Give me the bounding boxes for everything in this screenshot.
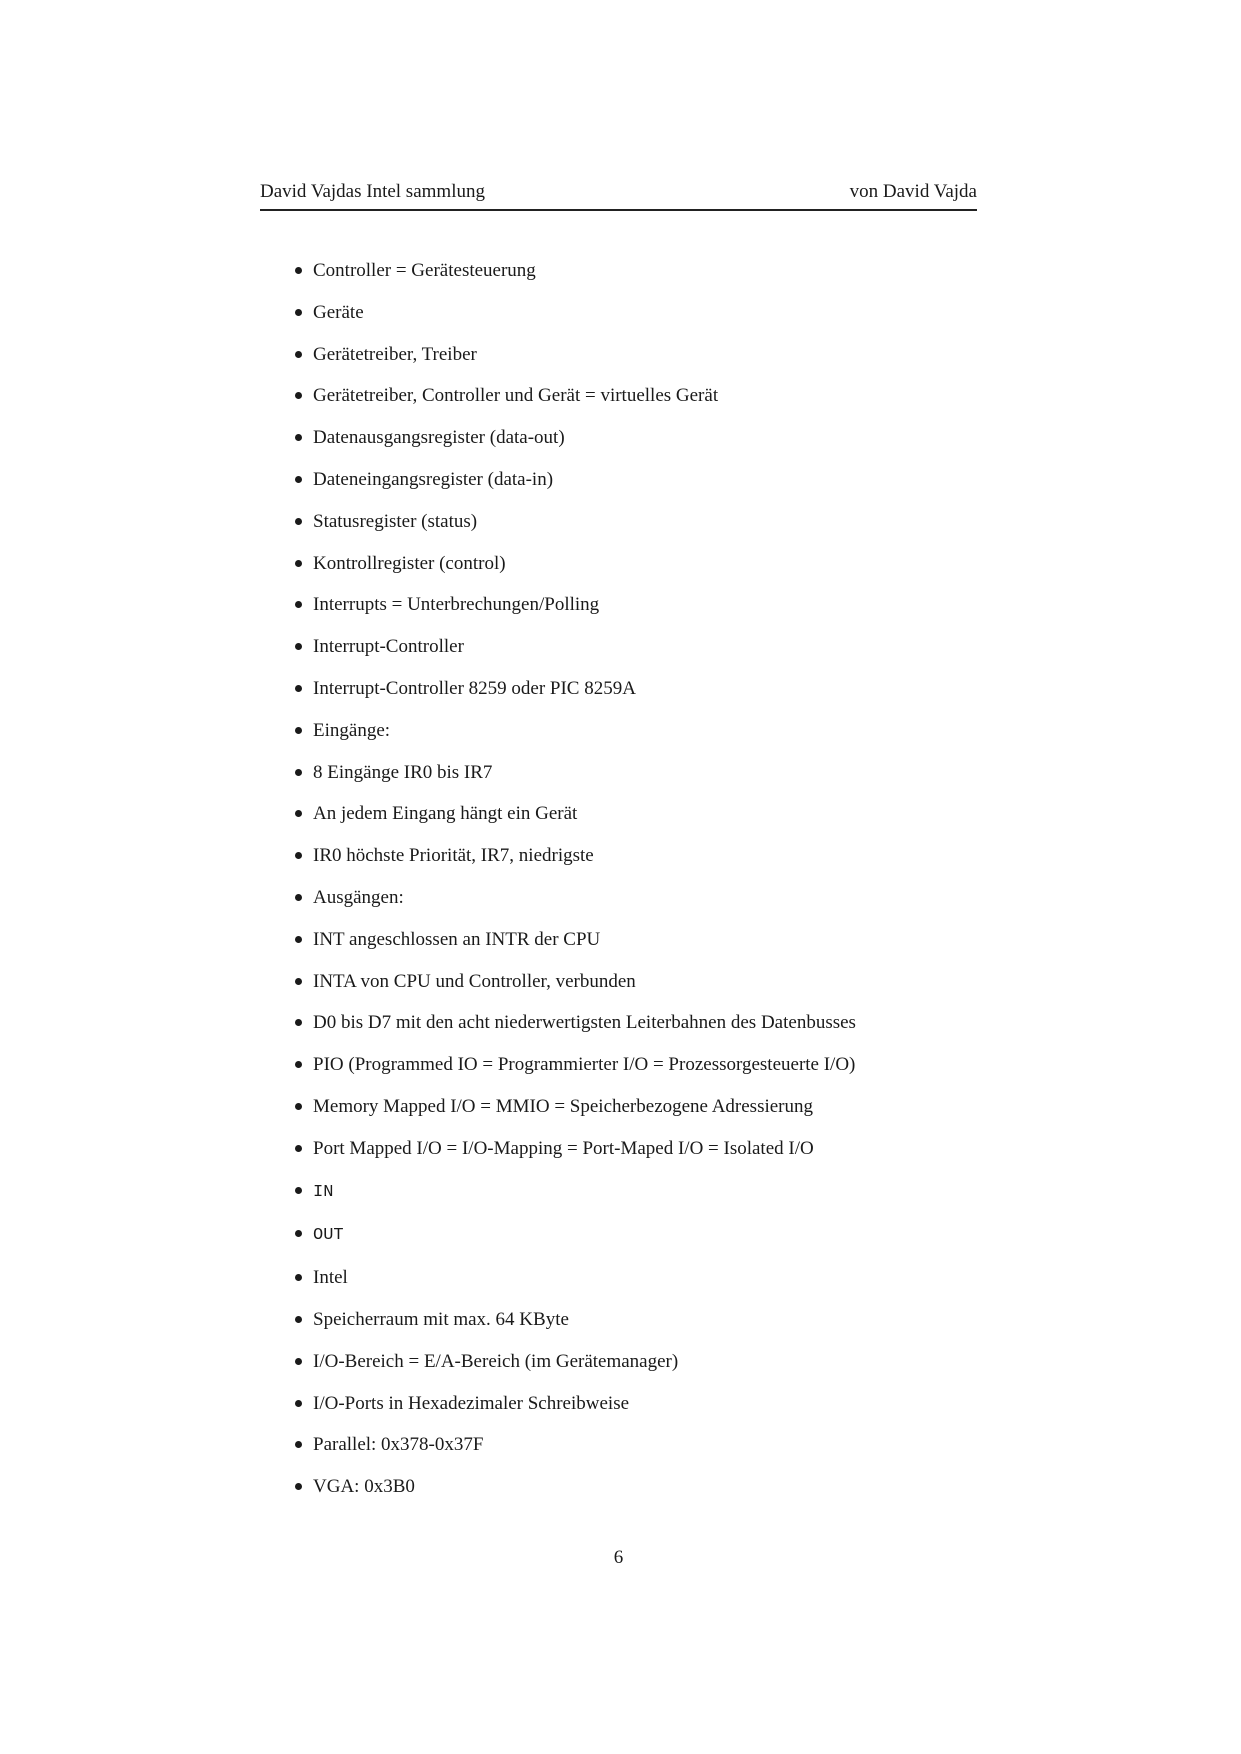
bullet-icon (295, 936, 302, 943)
bullet-icon (295, 727, 302, 734)
page-number: 6 (613, 1547, 624, 1568)
list-item (295, 760, 985, 785)
list-item-text: Dateneingangsregister (data-in) (313, 468, 554, 490)
bullet-icon (295, 309, 302, 316)
bullet-icon (295, 852, 302, 859)
list-item (295, 1265, 985, 1290)
list-item (295, 551, 985, 576)
list-item (295, 300, 985, 325)
list-item-text: INT angeschlossen an INTR der CPU (313, 928, 601, 950)
bullet-icon (295, 476, 302, 483)
bullet-icon (295, 1230, 302, 1237)
list-item (295, 1010, 985, 1035)
header-author: von David Vajda (849, 181, 977, 202)
list-item (295, 1307, 985, 1332)
list-item (295, 1052, 985, 1077)
list-item-text: Interrupt-Controller 8259 oder PIC 8259A (313, 677, 636, 699)
page-footer (260, 1546, 977, 1570)
list-item-text: OUT (313, 1226, 344, 1246)
bullet-icon (295, 1316, 302, 1323)
list-item-text: D0 bis D7 mit den acht niederwertigsten Leiterbahnen des Datenbusses (313, 1012, 856, 1034)
list-item (295, 592, 985, 617)
bullet-icon (295, 1187, 302, 1194)
list-item-text: PIO (Programmed IO = Programmierter I/O = Prozessorgesteuerte I/O) (313, 1054, 856, 1076)
bullet-icon (295, 392, 302, 399)
list-item-text: I/O-Ports in Hexadezimaler Schreibweise (313, 1392, 630, 1414)
list-item-text: Memory Mapped I/O = MMIO = Speicherbezogene Adressierung (313, 1095, 814, 1117)
list-item (295, 383, 985, 408)
list-item-text: Eingänge: (313, 719, 391, 741)
bullet-icon (295, 1103, 302, 1110)
list-item-text: Controller = Gerätesteuerung (313, 260, 536, 281)
list-item-text: Datenausgangsregister (data-out) (313, 427, 565, 449)
bullet-icon (295, 601, 302, 608)
list-item (295, 1349, 985, 1374)
list-item (295, 676, 985, 701)
bullet-icon (295, 769, 302, 776)
list-item (295, 843, 985, 868)
bullet-icon (295, 267, 302, 274)
header-title: David Vajdas Intel sammlung (260, 181, 485, 202)
list-item-text: Speicherraum mit max. 64 KByte (313, 1308, 569, 1330)
list-item-text: Parallel: 0x378-0x37F (313, 1434, 484, 1456)
list-item (295, 1178, 985, 1205)
list-item (295, 885, 985, 910)
bullet-icon (295, 1019, 302, 1026)
bullet-icon (295, 810, 302, 817)
list-item (295, 1094, 985, 1119)
list-item (295, 1136, 985, 1161)
bullet-icon (295, 1061, 302, 1068)
bullet-icon (295, 434, 302, 441)
list-item (295, 1391, 985, 1416)
bullet-list (295, 258, 985, 1516)
list-item-text: Gerätetreiber, Controller und Gerät = virtuelles Gerät (313, 385, 719, 407)
list-item (295, 258, 985, 283)
bullet-icon (295, 1145, 302, 1152)
bullet-icon (295, 518, 302, 525)
list-item-text: I/O-Bereich = E/A-Bereich (im Gerätemanager) (313, 1350, 679, 1372)
list-item (295, 1432, 985, 1457)
list-item-text: IR0 höchste Priorität, IR7, niedrigste (313, 845, 594, 867)
list-item (295, 634, 985, 659)
bullet-icon (295, 1400, 302, 1407)
list-item-text: Intel (313, 1267, 348, 1289)
list-item-text: IN (313, 1182, 334, 1202)
list-item-text: INTA von CPU und Controller, verbunden (313, 970, 636, 992)
bullet-icon (295, 1358, 302, 1365)
bullet-icon (295, 560, 302, 567)
list-item (295, 718, 985, 743)
bullet-icon (295, 1274, 302, 1281)
list-item-text: Ausgängen: (313, 886, 404, 908)
list-item-text: VGA: 0x3B0 (313, 1476, 415, 1498)
list-item-text: An jedem Eingang hängt ein Gerät (313, 803, 578, 825)
list-item-text: Interrupts = Unterbrechungen/Polling (313, 594, 600, 616)
bullet-icon (295, 643, 302, 650)
list-item-text: Port Mapped I/O = I/O-Mapping = Port-Maped I/O = Isolated I/O (313, 1137, 814, 1159)
bullet-icon (295, 894, 302, 901)
list-item-text: Interrupt-Controller (313, 636, 464, 658)
list-item-text: Gerätetreiber, Treiber (313, 343, 477, 365)
list-item (295, 509, 985, 534)
list-item-text: Geräte (313, 301, 364, 323)
bullet-icon (295, 351, 302, 358)
list-item (295, 969, 985, 994)
bullet-icon (295, 1441, 302, 1448)
list-item (295, 1221, 985, 1248)
list-item-text: 8 Eingänge IR0 bis IR7 (313, 761, 493, 783)
list-item-text: Kontrollregister (control) (313, 552, 506, 574)
bullet-icon (295, 1483, 302, 1490)
bullet-icon (295, 685, 302, 692)
list-item (295, 425, 985, 450)
list-item (295, 467, 985, 492)
bullet-icon (295, 978, 302, 985)
list-item (295, 1474, 985, 1499)
list-item (295, 342, 985, 367)
page-header (260, 180, 977, 211)
list-item (295, 927, 985, 952)
list-item (295, 801, 985, 826)
list-item-text: Statusregister (status) (313, 510, 478, 532)
